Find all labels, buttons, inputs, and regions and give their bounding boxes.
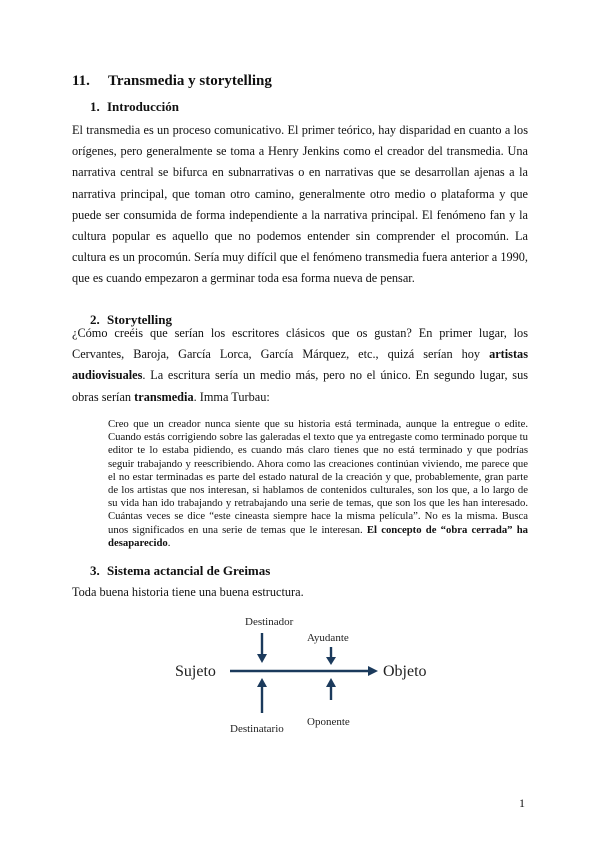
storytelling-text-a: ¿Cómo creéis que serían los escritores clásicos que os gustan? En primer lugar, los Cervantes, Baroja, García Lorca, García Márquez, etc., quizá serían hoy [72, 326, 528, 362]
quote-end: . [167, 536, 171, 549]
greimas-diagram [175, 607, 512, 742]
storytelling-text-c: . Imma Turbau: [193, 389, 270, 404]
bold-transmedia: transmedia [134, 389, 194, 404]
storytelling-title: Storytelling [107, 312, 172, 327]
sender-arrow [257, 633, 267, 663]
quote-bold: El concepto de “obra cerrada” ha desaparecido [108, 523, 528, 549]
intro-heading [90, 99, 179, 115]
section-heading [72, 73, 272, 90]
receiver-arrow [257, 678, 267, 713]
sender-label: Destinador [245, 616, 294, 628]
receiver-label: Destinatario [230, 723, 284, 735]
object-label: Objeto [383, 663, 427, 680]
helper-label: Ayudante [307, 632, 349, 644]
helper-arrow [326, 647, 336, 665]
section-number: 11. [72, 73, 90, 89]
subject-label: Sujeto [175, 663, 216, 680]
intro-title: Introducción [107, 99, 179, 114]
storytelling-paragraph [72, 323, 528, 408]
page-number: 1 [519, 796, 525, 810]
block-quote [108, 418, 528, 550]
opponent-arrow [326, 678, 336, 700]
intro-number: 1. [90, 99, 100, 114]
storytelling-number: 2. [90, 312, 100, 327]
opponent-label: Oponente [307, 716, 350, 728]
greimas-paragraph: Toda buena historia tiene una buena estructura. [72, 585, 304, 599]
storytelling-text-b: . La escritura sería un medio más, pero no el único. En segundo lugar, sus obras serían [72, 368, 528, 404]
greimas-heading [90, 563, 270, 579]
greimas-title: Sistema actancial de Greimas [107, 563, 271, 578]
main-arrow [230, 666, 378, 676]
quote-text: Creo que un creador nunca siente que su historia está terminada, aunque la entregue o edite. Cuando estás corrigiendo sobre las galeradas el texto que ya entregaste como terminado porque tu editor te lo estaba pidiendo, es cuando más claro tienes que no está terminado y que podrías seguir trabajando y reescribiendo. Ahora como las creaciones continúan viviendo, me parece que el no estar terminadas es parte del estado natural de la creación y que, probablemente, gran parte de los artistas que nos interesan, si hablamos de contenidos culturales, son los que, a lo largo de su vida han ido trabajando y retrabajando una serie de temas, que son los que les han interesado. Cuántas veces se dice “este cineasta siempre hace la misma película”. No es la misma. Busca unos significados en una serie de temas que le interesan. [108, 418, 528, 536]
bold-artistas: artistas audiovisuales [72, 347, 528, 383]
intro-paragraph: El transmedia es un proceso comunicativo. El primer teórico, hay disparidad en cuanto a los orígenes, pero generalmente se toma a Henry Jenkins como el creador del transmedia. Una narrativa central se bifurca en subnarrativas o en narrativas que se desarrollan ajenas a la narrativa principal, que toman otro camino, generalmente otro medio o plataforma y que puede ser consumida de forma independiente a la narrativa principal. El fenómeno fan y la cultura popular es aquello que no podemos entender sin comprender el procomún. La cultura es un procomún. Sería muy difícil que el fenómeno transmedia fuera anterior a 1990, que es cuando empezaron a germinar toda esa forma nueva de pensar. [72, 123, 528, 286]
section-title: Transmedia y storytelling [108, 73, 272, 89]
greimas-number: 3. [90, 563, 100, 578]
